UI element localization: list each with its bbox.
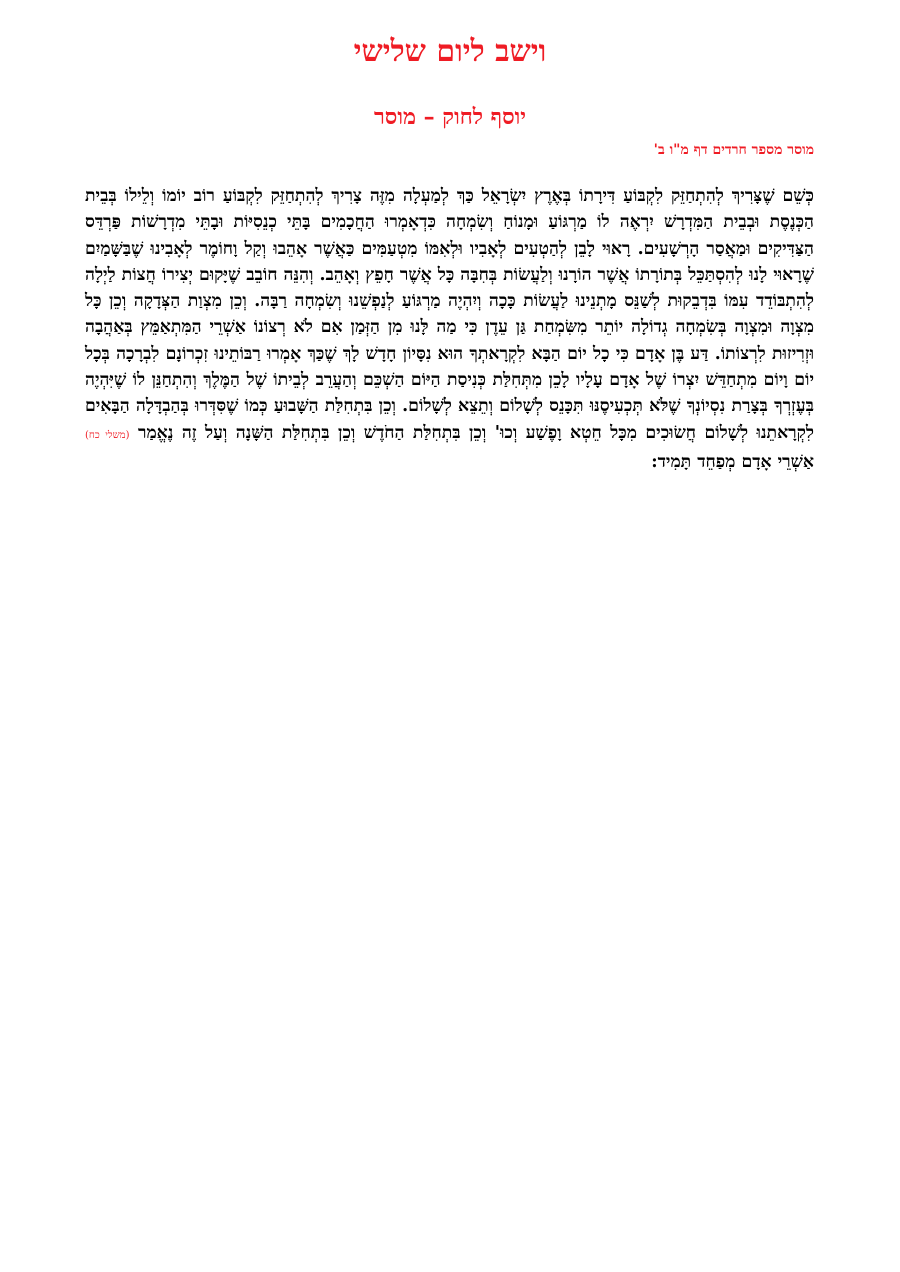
verse-reference: (משלי כח) (85, 429, 130, 441)
page-title: וישב ליום שלישי (353, 34, 547, 69)
body-main-text: כְּשֵׁם שֶׁצָּרִיךְ לְהִתְחַזֵּק לִקְבּוֹעַ דִּירָתוֹ בְּאֶרֶץ יִשְׂרָאֵל כַּךְ לְמַעְלָה מִזֶּה צָרִיךְ לְהִתְחַזֵּק לִקְבּוֹעַ רוֹב יוֹמוֹ וְלֵילוֹ בְּבֵית הַכְּנֶסֶת וּבְבֵית הַמִּדְרָשׁ יִרְאֶה לוֹ מַרְגּוֹעַ וּמָנוֹחַ וְשִׂמְחָה כִּדְאָמְרוּ הַחֲכָמִים בָּתֵּי כְנֵסִיּוֹת וּבָתֵּי מִדְרָשׁוֹת פַּרְדֵּס הַצַּדִּיקִים וּמַאֲסַר הָרְשָׁעִים. רָאוּי לָבֵן לְהַטְעִים לְאָבִיו וּלְאִמּוֹ מִטְעַמִּים כַּאֲשֶׁר אָהֵבוּ וְקַל וָחוֹמֶר לְאָבִינוּ שֶׁבַּשָּׁמַיִם שֶׁרָאוּי לָנוּ לְהִסְתַּכֵּל בְּתוֹרָתוֹ אֲשֶׁר הוֹרָנוּ וְלַעֲשׂוֹת בְּחִבָּה כָּל אֲשֶׁר חָפֵץ וְאָהֵב. וְהִנֵּה חוֹבֵב שֶׁיָּקוּם יְצִירוֹ חֲצוֹת לַיְלָה לְהִתְבּוֹדֵד עִמּוֹ בִּדְבֵקוּת לְשַׁנֵּס מָתְנֵינוּ לַעֲשׂוֹת כָּכָה וְיִהְיֶה מַרְגּוֹעַ לְנַפְשֵׁנוּ וְשִׂמְחָה רַבָּה. וְכֵן מִצְוַת הַצְּדָקָה וְכֵן כָּל מִצְוָה וּמִצְוָה בְּשִׂמְחָה גְדוֹלָה יוֹתֵר מִשִּׂמְחַת גַּן עֵדֶן כִּי מַה לָּנוּ מִן הַזְּמַן אִם לֹא רְצוֹנוֹ אַשְׁרֵי הַמִּתְאַמֵּץ בְּאַהֲבָה וּזְרִיזוּת לִרְצוֹתוֹ. דַּע בֶּן אָדָם כִּי כָל יוֹם הַבָּא לִקְרָאתְךָ הוּא נִסָּיוֹן חָדָשׁ לָךְ שֶׁכַּךְ אָמְרוּ רַבּוֹתֵינוּ זִכְרוֹנָם לִבְרָכָה בְּכָל יוֹם וָיוֹם מִתְחַדֵּשׁ יִצְרוֹ שֶׁל אָדָם עָלָיו לָכֵן מִתְּחִלַּת כְּנִיסַת הַיּוֹם הַשְׁכֵּם וְהַעֲרֵב לְבֵיתוֹ שֶׁל הַמֶּלֶךְ וְהִתְחַנֵּן לוֹ שֶׁיִּהְיֶה בְּעֶזְרְךָ בְּצָרַת נִסְיוֹנְךָ שֶׁלֹּא תְּכְעִיסֶנּוּ תִּכָּנֵס לְשָׁלוֹם וְתֵצֵא לְשָׁלוֹם. וְכֵן בִּתְחִלַּת הַשָּׁבוּעַ כְּמוֹ שֶׁסִּדְּרוּ בְּהַבְדָּלָה הַבָּאִים לִקְרָאתֵנוּ לְשָׁלוֹם חֲשׂוּכִים מִכָּל חֵטְא וָפֶשַׁע וְכוּ' וְכֵן בִּתְחִלַּת הַחֹדֶשׁ וְכֵן בִּתְחִלַּת הַשָּׁנָה וְעַל זֶה נֶאֱמַר (85, 186, 814, 443)
section-subtitle: יוסף לחוק – מוסר (374, 104, 526, 130)
body-paragraph (85, 183, 814, 475)
body-closing-text: אַשְׁרֵי אָדָם מְפַחֵד תָּמִיד: (651, 451, 814, 472)
source-citation: מוסר מספר חרדים דף מ"ו ב' (653, 142, 814, 158)
